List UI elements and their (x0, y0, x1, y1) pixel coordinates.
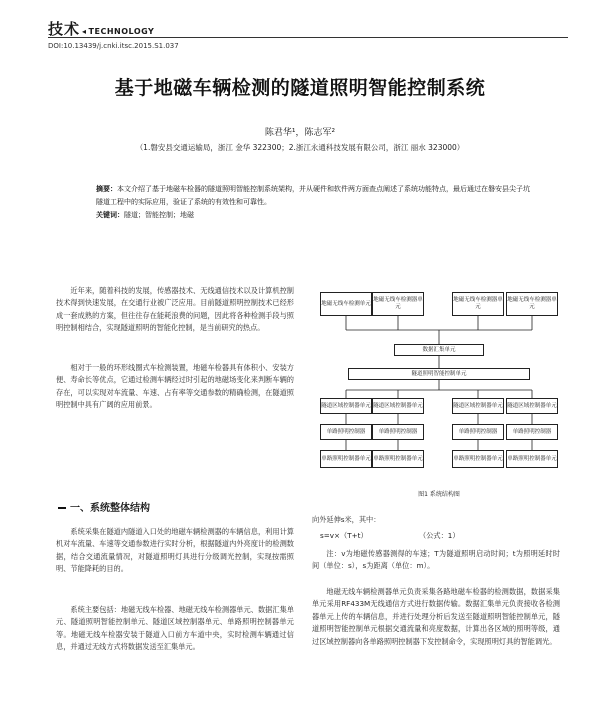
right-paragraph-2: 地磁无线车辆检测器单元负责采集各路地磁车检器的检测数据，数据采集单元采用RF433M无线通信方式进行数据传输。数据汇集单元负责接收各检测器单元上传的车辆信息，并进行处理分析后发送至隧道照明智能控制单元，隧道照明智能控制单元根据交通流量和亮度数据，计算出各区域的照明等级，通过区域控制器向各单路照明控制器下发控制命令，实现照明灯具的智能调光。 (312, 587, 560, 646)
section1-paragraph-2: 系统主要包括：地磁无线车检器、地磁无线车检测器单元、数据汇集单元、隧道照明智能控制单元、隧道区域控制器单元、单路照明控制器单元等。地磁无线车检器安装于隧道入口前方车道中央，实时检测车辆通过信息，并通过无线方式将数据发送至汇集单元。 (56, 605, 294, 652)
single-box: 单路照明控制器 (452, 424, 504, 440)
paper-title: 基于地磁车辆检测的隧道照明智能控制系统 (114, 77, 486, 99)
single-unit-box: 单路照明控制器单元 (506, 450, 558, 468)
single-box: 单路照明控制器 (506, 424, 558, 440)
top-box: 地磁无线车检测器单元 (372, 292, 424, 316)
keywords-text: 隧道；智能控制；地磁 (124, 211, 194, 219)
region-box: 隧道区域控制器单元 (506, 398, 558, 414)
brand-cn: 技术 (48, 20, 81, 38)
abstract-label: 摘要： (96, 185, 117, 193)
brand-en: TECHNOLOGY (88, 27, 155, 36)
data-collection-unit: 数据汇集单元 (394, 344, 484, 356)
top-box: 地磁无线车检测器单元 (506, 292, 558, 316)
system-structure-diagram (318, 286, 560, 472)
intro-paragraph-2: 相对于一般的环形线圈式车检测装置，地磁车检器具有体积小、安装方便、寿命长等优点，它通过检测车辆经过时引起的地磁场变化来判断车辆的存在，可以实现对车流量、车速、占有率等交通参数的精确检测，在隧道照明控制中具有广阔的应用前景。 (56, 363, 294, 410)
figure-caption: 图1 系统结构图 (418, 491, 460, 498)
intro-paragraph-1: 近年来，随着科技的发展，传感器技术、无线通信技术以及计算机控制技术得到快速发展，在交通行业被广泛应用。目前隧道照明控制技术已经形成一套成熟的方案，但往往存在能耗浪费的问题，因此将各种检测手段与照明控制相结合，实现隧道照明的智能化控制，是当前研究的热点。 (56, 286, 294, 333)
single-box: 单路照明控制器 (320, 424, 372, 440)
formula (320, 531, 460, 541)
top-box: 地磁无线车检测单元 (320, 292, 372, 316)
region-box: 隧道区域控制器单元 (320, 398, 372, 414)
section1-paragraph-1: 系统采集在隧道内隧道入口处的地磁车辆检测器的车辆信息，利用计算机对车流量、车速等交通参数进行实时分析，根据隧道内外亮度计的检测数据，结合交通流量情况，对隧道照明灯具进行分级调光控制，实现按需照明、节能降耗的目的。 (56, 527, 294, 574)
abstract-text: 本文介绍了基于地磁车检器的隧道照明智能控制系统架构，并从硬件和软件两方面查点阐述了系统功能特点，最后通过在磐安县尖子坑隧道工程中的实际应用，验证了系统的有效性和可靠性。 (96, 185, 530, 206)
header-rule (48, 37, 568, 38)
abstract (96, 183, 536, 209)
affiliations: （1.磐安县交通运输局，浙江 金华 322300；2.浙江永通科技发展有限公司，浙江 丽水 323000） (135, 143, 465, 152)
single-box: 单路照明控制器 (372, 424, 424, 440)
right-column-intro: 向外延伸s米，其中： (312, 515, 381, 524)
journal-brand: 技术 ◂ TECHNOLOGY (48, 20, 155, 38)
top-box: 地磁无线车检测器单元 (452, 292, 504, 316)
region-box: 隧道区域控制器单元 (452, 398, 504, 414)
section-heading (58, 499, 150, 514)
single-unit-box: 单路照明控制器单元 (372, 450, 424, 468)
single-unit-box: 单路照明控制器单元 (320, 450, 372, 468)
authors: 陈君华¹，陈志军² (264, 128, 336, 138)
formula-text: s=v×（T+t） (320, 531, 368, 540)
section-title: 一、系统整体结构 (70, 503, 150, 514)
control-unit: 隧道照明智能控制单元 (348, 368, 530, 380)
formula-number: （公式：1） (422, 531, 460, 540)
doi: DOI:10.13439/j.cnki.itsc.2015.S1.037 (48, 42, 179, 50)
keywords (96, 210, 194, 220)
right-paragraph-1: 注：v为地磁传感器测得的车速；T为隧道照明启动时间；t为照明延时时间（单位：s），s为距离（单位：m）。 (312, 549, 560, 571)
region-box: 隧道区域控制器单元 (372, 398, 424, 414)
single-unit-box: 单路照明控制器单元 (452, 450, 504, 468)
keywords-label: 关键词： (96, 211, 124, 219)
